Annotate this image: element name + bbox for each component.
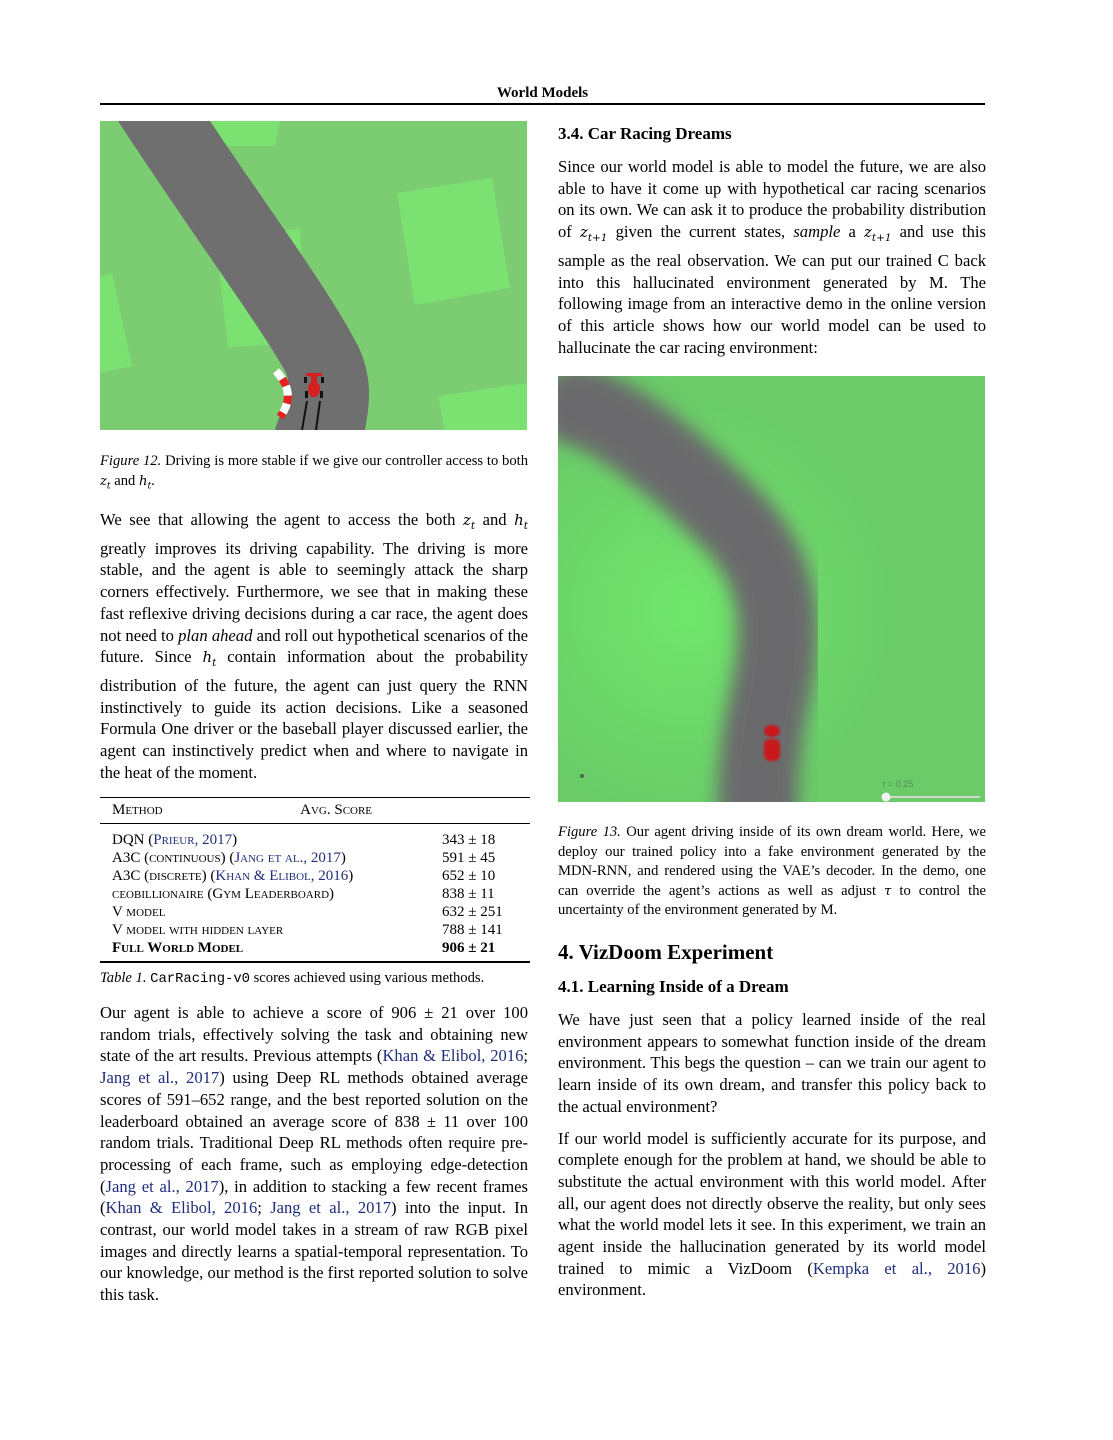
method-cell: ceobillionaire (Gym Leaderboard) — [112, 886, 335, 902]
score-cell: 652 ± 10 — [442, 868, 496, 884]
citation-link[interactable]: Kempka et al., 2016 — [812, 1258, 981, 1278]
math-h-t: $h_t$ — [202, 648, 217, 670]
math-h-t: $h_t$ — [514, 511, 528, 532]
method-cell: A3C (discrete) (Khan & Elibol, 2016) — [112, 868, 354, 884]
section-heading: 4. VizDoom Experiment — [558, 940, 774, 964]
table-header-row — [100, 798, 530, 823]
subsection-heading: 4.1. Learning Inside of a Dream — [558, 977, 789, 996]
running-header: World Models — [496, 85, 589, 101]
section-3-4 — [558, 123, 986, 358]
citation-link[interactable]: Jang et al., 2017 — [100, 1068, 220, 1088]
method-cell: A3C (continuous) (Jang et al., 2017) — [112, 850, 346, 866]
paragraph-learning-in-dream: We have just seen that a policy learned inside of the real environment appears to somewhat function inside of the dream environment. This begs the question – can we train our agent to learn inside of its own dream, and transfer this policy back to the actual environment? — [558, 1010, 986, 1116]
method-cell: Full World Model — [112, 940, 244, 956]
score-cell: 632 ± 251 — [442, 904, 503, 920]
figure-12-caption-block — [100, 452, 528, 496]
caption-text: . — [151, 472, 155, 489]
emphasis: sample — [793, 222, 841, 242]
header-rule — [100, 103, 985, 105]
dream-car — [764, 725, 780, 761]
table-row — [100, 867, 530, 885]
env-name: CarRacing-v0 — [150, 971, 250, 987]
table-1-caption: Table 1. CarRacing-v0 scores achieved using various methods. — [100, 970, 485, 987]
emphasis: plan ahead — [178, 625, 253, 645]
table-label: Table 1. — [100, 970, 147, 986]
math-z-t-plus-1: $z_{t+1}$ — [579, 223, 608, 245]
section-4 — [558, 939, 986, 1301]
caption-text: and — [110, 472, 139, 489]
figure-12-image — [100, 121, 527, 430]
figure-label: Figure 13. — [558, 824, 621, 840]
math-z-t: $z_t$ — [462, 511, 476, 532]
table-row-best — [100, 939, 530, 961]
score-cell: 788 ± 141 — [442, 922, 503, 938]
caption-text: Driving is more stable if we give our controller access to both — [161, 453, 528, 469]
table-row — [100, 824, 530, 849]
paragraph-car-racing-dreams: Since our world model is able to model the future, we are also able to have it come up with hypothetical car racing scenarios on its own. We can ask it to produce the probability distribution of $z_{t+1}$ given the current states, sample a $z_{t+1}$ and use this sample as the real observation. We can put our trained C back into this hallucinated environment generated by M. The following image from an interactive demo in the online version of this article shows how our world model can be used to hallucinate the car racing environment: — [558, 157, 986, 357]
table-row — [100, 903, 530, 921]
paragraph-results: Our agent is able to achieve a score of 906 ± 21 over 100 random trials, effectively solving the task and obtaining new state of the art results. Previous attempts (Khan & Elibol, 2016; Jang et al., 2017) using Deep RL methods obtained average scores of 591–652 range, and the best reported solution on the leaderboard obtained an average score of 838 ± 11 over 100 random trials. Traditional Deep RL methods often require pre-processing of each frame, such as employing edge-detection (Jang et al., 2017), in addition to stacking a few recent frames (Khan & Elibol, 2016; Jang et al., 2017) into the input. In contrast, our world model takes in a stream of raw RGB pixel images and directly learns a spatial-temporal representation. To our knowledge, our method is the first reported solution to solve this task. — [100, 1003, 529, 1305]
method-cell: V model with hidden layer — [112, 922, 284, 938]
car-racing-scene — [100, 121, 527, 430]
figure-13-image — [558, 376, 985, 802]
column-header-score: Avg. Score — [300, 802, 373, 818]
score-cell: 838 ± 11 — [442, 886, 495, 902]
results-table-body — [100, 824, 530, 961]
method-cell: DQN (Prieur, 2017) — [112, 832, 238, 848]
citation-link[interactable]: Jang et al., 2017 — [270, 1198, 392, 1218]
citation-link[interactable]: Khan & Elibol, 2016 — [382, 1046, 524, 1066]
figure-13-caption-block — [558, 823, 986, 921]
math-z-t: $z_t$ — [100, 473, 111, 492]
table-row — [100, 921, 530, 939]
figure-13-caption: Figure 13. Our agent driving inside of its own dream world. Here, we deploy our trained policy into a fake environment generated by the MDN-RNN, and rendered using the VAE’s decoder. In the demo, one can override the agent’s actions as well as adjust τ to control the uncertainty of the environment generated by M. — [558, 824, 986, 918]
table-row — [100, 849, 530, 867]
math-z-t-plus-1: $z_{t+1}$ — [864, 223, 892, 245]
table-bottom-rule — [100, 961, 530, 963]
score-cell: 591 ± 45 — [442, 850, 496, 866]
paragraph-driving-capability: We see that allowing the agent to access the both $z_t$ and $h_t$ greatly improves its driving capability. The driving is more stable, and the agent is able to seemingly attack the sharp corners effectively. Furthermore, we see that in making these fast reflexive driving decisions during a car race, the agent does not need to plan ahead and roll out hypothetical scenarios of the future. Since $h_t$ contain information about the probability distribution of the future, the agent can just query the RNN instinctively to guide its action decisions. Like a seasoned Formula One driver or the baseball player discussed earlier, the agent can instinctively predict when and where to navigate in the heat of the moment. — [100, 510, 528, 782]
left-paragraph-1 — [100, 509, 528, 783]
section-heading: 3.4. Car Racing Dreams — [558, 124, 732, 143]
results-table — [100, 798, 530, 823]
table-row — [100, 885, 530, 903]
citation-link[interactable]: Prieur, 2017 — [153, 832, 233, 848]
citation-link[interactable]: Jang et al., 2017 — [105, 1176, 219, 1196]
dream-scene — [558, 376, 985, 802]
math-tau: τ — [884, 883, 892, 899]
left-paragraph-2 — [100, 1002, 528, 1306]
math-h-t: $h_t$ — [139, 473, 152, 492]
citation-link[interactable]: Jang et al., 2017 — [234, 850, 341, 866]
column-header-method: Method — [112, 802, 163, 818]
citation-link[interactable]: Khan & Elibol, 2016 — [215, 868, 349, 884]
tau-label: τ = 0.25 — [882, 779, 914, 789]
table-1 — [100, 797, 530, 990]
method-cell: V model — [112, 904, 166, 920]
score-cell: 343 ± 18 — [442, 832, 496, 848]
score-cell: 906 ± 21 — [442, 940, 496, 956]
tau-slider-handle[interactable] — [882, 793, 891, 802]
figure-label: Figure 12. — [100, 453, 162, 469]
figure-12-caption — [100, 452, 528, 496]
paragraph-world-model-accuracy: If our world model is sufficiently accurate for its purpose, and complete enough for the problem at hand, we should be able to substitute the actual environment with this world model. After all, our agent does not directly observe the reality, but only sees what the world model lets it see. In this experiment, we train an agent inside the hallucination generated by its world model trained to mimic a VizDoom (Kempka et al., 2016) environment. — [558, 1128, 986, 1300]
citation-link[interactable]: Khan & Elibol, 2016 — [105, 1198, 258, 1218]
